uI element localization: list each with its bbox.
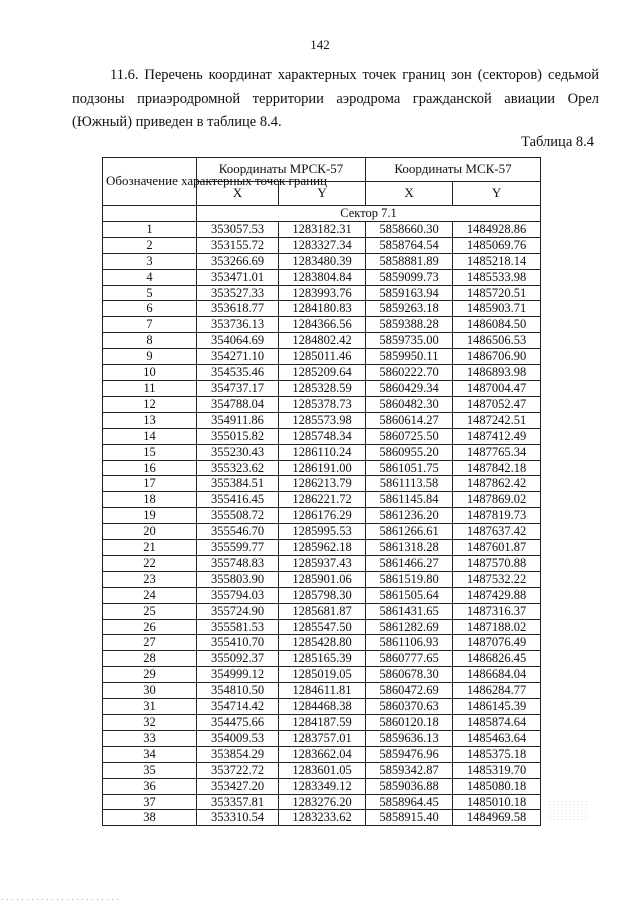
msk-x-cell: 5861431.65 <box>366 603 453 619</box>
mrsk-y-cell: 1285681.87 <box>279 603 366 619</box>
msk-y-cell: 1487601.87 <box>453 540 541 556</box>
table-row <box>103 333 541 349</box>
msk-x-cell: 5859735.00 <box>366 333 453 349</box>
point-number-cell: 14 <box>103 428 197 444</box>
header-msk-y: Y <box>453 182 541 206</box>
table-row <box>103 635 541 651</box>
header-msk-57: Координаты МСК-57 <box>366 158 541 182</box>
table-row <box>103 237 541 253</box>
msk-y-cell: 1485069.76 <box>453 237 541 253</box>
mrsk-y-cell: 1286213.79 <box>279 476 366 492</box>
table-row <box>103 412 541 428</box>
mrsk-y-cell: 1285165.39 <box>279 651 366 667</box>
table-row <box>103 221 541 237</box>
mrsk-x-cell: 354911.86 <box>197 412 279 428</box>
mrsk-x-cell: 354271.10 <box>197 349 279 365</box>
mrsk-x-cell: 353057.53 <box>197 221 279 237</box>
msk-x-cell: 5861051.75 <box>366 460 453 476</box>
msk-y-cell: 1486145.39 <box>453 699 541 715</box>
mrsk-y-cell: 1283276.20 <box>279 794 366 810</box>
mrsk-x-cell: 353310.54 <box>197 810 279 826</box>
table-row <box>103 555 541 571</box>
table-row <box>103 444 541 460</box>
msk-x-cell: 5860472.69 <box>366 683 453 699</box>
msk-y-cell: 1485874.64 <box>453 715 541 731</box>
page-number: 142 <box>310 37 330 52</box>
intro-paragraph <box>72 64 599 135</box>
point-number-cell: 26 <box>103 619 197 635</box>
point-number-cell: 11 <box>103 380 197 396</box>
msk-x-cell: 5861106.93 <box>366 635 453 651</box>
mrsk-y-cell: 1285547.50 <box>279 619 366 635</box>
point-number-cell: 27 <box>103 635 197 651</box>
table-row <box>103 508 541 524</box>
mrsk-y-cell: 1285995.53 <box>279 524 366 540</box>
table-row <box>103 301 541 317</box>
mrsk-y-cell: 1286221.72 <box>279 492 366 508</box>
msk-y-cell: 1485903.71 <box>453 301 541 317</box>
table-row <box>103 699 541 715</box>
msk-y-cell: 1487570.88 <box>453 555 541 571</box>
msk-x-cell: 5858964.45 <box>366 794 453 810</box>
msk-y-cell: 1486684.04 <box>453 667 541 683</box>
msk-y-cell: 1485533.98 <box>453 269 541 285</box>
mrsk-x-cell: 354714.42 <box>197 699 279 715</box>
msk-x-cell: 5860482.30 <box>366 396 453 412</box>
msk-x-cell: 5860678.30 <box>366 667 453 683</box>
mrsk-y-cell: 1284611.81 <box>279 683 366 699</box>
msk-x-cell: 5859163.94 <box>366 285 453 301</box>
msk-y-cell: 1487637.42 <box>453 524 541 540</box>
msk-y-cell: 1487076.49 <box>453 635 541 651</box>
msk-x-cell: 5861466.27 <box>366 555 453 571</box>
point-number-cell: 37 <box>103 794 197 810</box>
point-number-cell: 2 <box>103 237 197 253</box>
table-row <box>103 365 541 381</box>
mrsk-x-cell: 355015.82 <box>197 428 279 444</box>
mrsk-x-cell: 355546.70 <box>197 524 279 540</box>
table-row <box>103 603 541 619</box>
mrsk-y-cell: 1283182.31 <box>279 221 366 237</box>
header-mrsk-x: X <box>197 182 279 206</box>
mrsk-y-cell: 1286110.24 <box>279 444 366 460</box>
mrsk-y-cell: 1285748.34 <box>279 428 366 444</box>
msk-x-cell: 5860429.34 <box>366 380 453 396</box>
msk-y-cell: 1487765.34 <box>453 444 541 460</box>
table-row <box>103 460 541 476</box>
msk-x-cell: 5859950.11 <box>366 349 453 365</box>
mrsk-y-cell: 1285209.64 <box>279 365 366 381</box>
mrsk-y-cell: 1283349.12 <box>279 778 366 794</box>
point-number-cell: 29 <box>103 667 197 683</box>
msk-y-cell: 1486506.53 <box>453 333 541 349</box>
point-number-cell: 5 <box>103 285 197 301</box>
mrsk-x-cell: 353854.29 <box>197 746 279 762</box>
table-row <box>103 794 541 810</box>
mrsk-x-cell: 354788.04 <box>197 396 279 412</box>
point-number-cell: 9 <box>103 349 197 365</box>
msk-x-cell: 5860777.65 <box>366 651 453 667</box>
msk-y-cell: 1486893.98 <box>453 365 541 381</box>
table-row <box>103 269 541 285</box>
scan-edge-artifact <box>0 898 120 901</box>
table-row <box>103 476 541 492</box>
mrsk-x-cell: 353527.33 <box>197 285 279 301</box>
msk-y-cell: 1485463.64 <box>453 730 541 746</box>
msk-y-cell: 1487869.02 <box>453 492 541 508</box>
table-row <box>103 571 541 587</box>
mrsk-y-cell: 1285011.46 <box>279 349 366 365</box>
mrsk-x-cell: 353266.69 <box>197 253 279 269</box>
table-row <box>103 317 541 333</box>
point-number-cell: 4 <box>103 269 197 285</box>
table-row <box>103 715 541 731</box>
mrsk-y-cell: 1285798.30 <box>279 587 366 603</box>
mrsk-y-cell: 1284180.83 <box>279 301 366 317</box>
coordinates-table <box>102 157 541 826</box>
point-number-cell: 16 <box>103 460 197 476</box>
table-row <box>103 619 541 635</box>
msk-x-cell: 5858764.54 <box>366 237 453 253</box>
point-number-cell: 6 <box>103 301 197 317</box>
mrsk-x-cell: 355724.90 <box>197 603 279 619</box>
point-number-cell: 12 <box>103 396 197 412</box>
table-row <box>103 253 541 269</box>
msk-y-cell: 1487188.02 <box>453 619 541 635</box>
msk-y-cell: 1485375.18 <box>453 746 541 762</box>
mrsk-y-cell: 1285901.06 <box>279 571 366 587</box>
msk-x-cell: 5858915.40 <box>366 810 453 826</box>
mrsk-x-cell: 354475.66 <box>197 715 279 731</box>
point-number-cell: 34 <box>103 746 197 762</box>
header-mrsk-y: Y <box>279 182 366 206</box>
point-number-cell: 35 <box>103 762 197 778</box>
msk-x-cell: 5861505.64 <box>366 587 453 603</box>
mrsk-x-cell: 354009.53 <box>197 730 279 746</box>
mrsk-x-cell: 355230.43 <box>197 444 279 460</box>
point-number-cell: 8 <box>103 333 197 349</box>
point-number-cell: 19 <box>103 508 197 524</box>
msk-x-cell: 5860370.63 <box>366 699 453 715</box>
point-number-cell: 38 <box>103 810 197 826</box>
mrsk-x-cell: 355416.45 <box>197 492 279 508</box>
mrsk-x-cell: 354810.50 <box>197 683 279 699</box>
msk-x-cell: 5861282.69 <box>366 619 453 635</box>
mrsk-x-cell: 355508.72 <box>197 508 279 524</box>
msk-x-cell: 5861236.20 <box>366 508 453 524</box>
table-body <box>103 206 541 826</box>
table-row <box>103 587 541 603</box>
mrsk-x-cell: 355581.53 <box>197 619 279 635</box>
scan-artifact <box>548 800 588 822</box>
mrsk-x-cell: 353618.77 <box>197 301 279 317</box>
mrsk-y-cell: 1283993.76 <box>279 285 366 301</box>
mrsk-y-cell: 1284468.38 <box>279 699 366 715</box>
sector-row <box>103 206 541 222</box>
msk-y-cell: 1485720.51 <box>453 285 541 301</box>
mrsk-x-cell: 353722.72 <box>197 762 279 778</box>
mrsk-y-cell: 1284366.56 <box>279 317 366 333</box>
point-number-cell: 32 <box>103 715 197 731</box>
point-number-cell: 31 <box>103 699 197 715</box>
point-number-cell: 36 <box>103 778 197 794</box>
table-row <box>103 746 541 762</box>
msk-x-cell: 5861519.80 <box>366 571 453 587</box>
msk-x-cell: 5860955.20 <box>366 444 453 460</box>
mrsk-x-cell: 355323.62 <box>197 460 279 476</box>
table-row <box>103 396 541 412</box>
mrsk-y-cell: 1283757.01 <box>279 730 366 746</box>
point-number-cell: 33 <box>103 730 197 746</box>
mrsk-x-cell: 353357.81 <box>197 794 279 810</box>
mrsk-y-cell: 1284802.42 <box>279 333 366 349</box>
mrsk-y-cell: 1283233.62 <box>279 810 366 826</box>
mrsk-y-cell: 1286191.00 <box>279 460 366 476</box>
mrsk-x-cell: 355794.03 <box>197 587 279 603</box>
mrsk-x-cell: 353155.72 <box>197 237 279 253</box>
table-row <box>103 524 541 540</box>
mrsk-y-cell: 1285378.73 <box>279 396 366 412</box>
table-row <box>103 778 541 794</box>
msk-y-cell: 1487052.47 <box>453 396 541 412</box>
point-number-cell: 23 <box>103 571 197 587</box>
point-number-cell: 25 <box>103 603 197 619</box>
msk-y-cell: 1487316.37 <box>453 603 541 619</box>
msk-y-cell: 1485080.18 <box>453 778 541 794</box>
msk-y-cell: 1484928.86 <box>453 221 541 237</box>
msk-x-cell: 5859388.28 <box>366 317 453 333</box>
msk-x-cell: 5860725.50 <box>366 428 453 444</box>
msk-x-cell: 5859476.96 <box>366 746 453 762</box>
msk-x-cell: 5861145.84 <box>366 492 453 508</box>
msk-x-cell: 5859263.18 <box>366 301 453 317</box>
msk-y-cell: 1485319.70 <box>453 762 541 778</box>
mrsk-y-cell: 1283480.39 <box>279 253 366 269</box>
mrsk-y-cell: 1283804.84 <box>279 269 366 285</box>
table-row <box>103 428 541 444</box>
point-number-cell: 7 <box>103 317 197 333</box>
point-number-cell: 10 <box>103 365 197 381</box>
msk-y-cell: 1487004.47 <box>453 380 541 396</box>
mrsk-x-cell: 355599.77 <box>197 540 279 556</box>
table-row <box>103 667 541 683</box>
msk-y-cell: 1484969.58 <box>453 810 541 826</box>
table-row <box>103 285 541 301</box>
point-number-cell: 13 <box>103 412 197 428</box>
point-number-cell: 22 <box>103 555 197 571</box>
table-row <box>103 540 541 556</box>
mrsk-y-cell: 1285328.59 <box>279 380 366 396</box>
mrsk-x-cell: 355803.90 <box>197 571 279 587</box>
msk-y-cell: 1485010.18 <box>453 794 541 810</box>
mrsk-x-cell: 355410.70 <box>197 635 279 651</box>
table-caption: Таблица 8.4 <box>521 134 594 150</box>
msk-x-cell: 5858660.30 <box>366 221 453 237</box>
msk-y-cell: 1486706.90 <box>453 349 541 365</box>
msk-y-cell: 1487862.42 <box>453 476 541 492</box>
mrsk-y-cell: 1284187.59 <box>279 715 366 731</box>
table-row <box>103 492 541 508</box>
mrsk-x-cell: 354737.17 <box>197 380 279 396</box>
point-number-cell: 15 <box>103 444 197 460</box>
msk-y-cell: 1487819.73 <box>453 508 541 524</box>
mrsk-y-cell: 1283327.34 <box>279 237 366 253</box>
msk-x-cell: 5859636.13 <box>366 730 453 746</box>
table-row <box>103 349 541 365</box>
msk-x-cell: 5860614.27 <box>366 412 453 428</box>
table-row <box>103 730 541 746</box>
mrsk-y-cell: 1283601.05 <box>279 762 366 778</box>
msk-y-cell: 1486284.77 <box>453 683 541 699</box>
msk-y-cell: 1487429.88 <box>453 587 541 603</box>
point-number-cell: 18 <box>103 492 197 508</box>
mrsk-x-cell: 354999.12 <box>197 667 279 683</box>
mrsk-y-cell: 1285573.98 <box>279 412 366 428</box>
msk-x-cell: 5859036.88 <box>366 778 453 794</box>
table-row <box>103 380 541 396</box>
point-number-cell: 17 <box>103 476 197 492</box>
point-number-cell: 20 <box>103 524 197 540</box>
mrsk-y-cell: 1285428.80 <box>279 635 366 651</box>
msk-y-cell: 1487242.51 <box>453 412 541 428</box>
msk-y-cell: 1487412.49 <box>453 428 541 444</box>
mrsk-x-cell: 355748.83 <box>197 555 279 571</box>
point-number-cell: 1 <box>103 221 197 237</box>
msk-y-cell: 1486084.50 <box>453 317 541 333</box>
table-row <box>103 810 541 826</box>
point-number-cell: 21 <box>103 540 197 556</box>
msk-x-cell: 5860120.18 <box>366 715 453 731</box>
msk-x-cell: 5859099.73 <box>366 269 453 285</box>
msk-x-cell: 5858881.89 <box>366 253 453 269</box>
mrsk-y-cell: 1286176.29 <box>279 508 366 524</box>
point-number-cell: 28 <box>103 651 197 667</box>
msk-x-cell: 5861318.28 <box>366 540 453 556</box>
msk-x-cell: 5859342.87 <box>366 762 453 778</box>
msk-x-cell: 5861266.61 <box>366 524 453 540</box>
sector-label: Сектор 7.1 <box>197 206 541 222</box>
point-number-cell: 3 <box>103 253 197 269</box>
msk-x-cell: 5861113.58 <box>366 476 453 492</box>
header-msk-x: X <box>366 182 453 206</box>
mrsk-x-cell: 354535.46 <box>197 365 279 381</box>
point-number-cell: 24 <box>103 587 197 603</box>
mrsk-y-cell: 1285019.05 <box>279 667 366 683</box>
msk-y-cell: 1487532.22 <box>453 571 541 587</box>
mrsk-x-cell: 355092.37 <box>197 651 279 667</box>
table-row <box>103 651 541 667</box>
msk-y-cell: 1486826.45 <box>453 651 541 667</box>
msk-y-cell: 1485218.14 <box>453 253 541 269</box>
header-point-designation: Обозначение характерных точек границ <box>103 158 197 206</box>
mrsk-x-cell: 354064.69 <box>197 333 279 349</box>
intro-text: 11.6. Перечень координат характерных точек границ зон (секторов) седьмой подзоны приаэродромной территории аэродрома гражданской авиации Орел (Южный) приведен в таблице 8.4. <box>72 67 599 130</box>
table-row <box>103 683 541 699</box>
msk-x-cell: 5860222.70 <box>366 365 453 381</box>
mrsk-x-cell: 353736.13 <box>197 317 279 333</box>
msk-y-cell: 1487842.18 <box>453 460 541 476</box>
table-header-row <box>103 158 541 182</box>
header-mrsk-57: Координаты МРСК-57 <box>197 158 366 182</box>
mrsk-x-cell: 353427.20 <box>197 778 279 794</box>
table-row <box>103 762 541 778</box>
mrsk-y-cell: 1283662.04 <box>279 746 366 762</box>
mrsk-x-cell: 355384.51 <box>197 476 279 492</box>
point-number-cell: 30 <box>103 683 197 699</box>
mrsk-y-cell: 1285937.43 <box>279 555 366 571</box>
mrsk-y-cell: 1285962.18 <box>279 540 366 556</box>
mrsk-x-cell: 353471.01 <box>197 269 279 285</box>
